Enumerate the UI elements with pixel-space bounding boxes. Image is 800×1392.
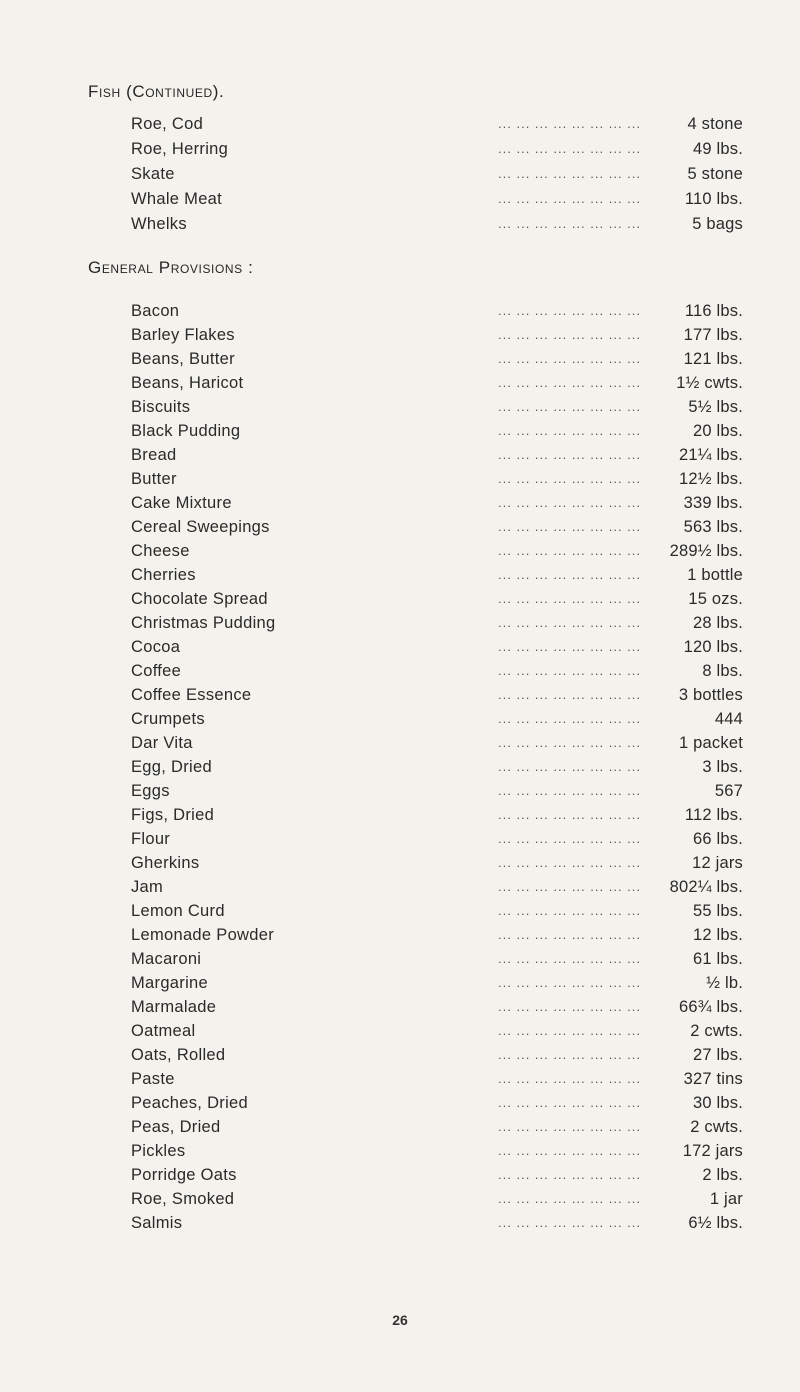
leader-dots: ... ... ... ... ... ... ... ... xyxy=(498,711,641,726)
item-quantity: 116 lbs. xyxy=(684,302,743,320)
item-name: Cake Mixture xyxy=(131,494,232,512)
leader-dots: ... ... ... ... ... ... ... ... xyxy=(498,855,641,870)
item-quantity: 1 jar xyxy=(709,1190,743,1208)
item-quantity: 49 lbs. xyxy=(692,140,743,158)
item-name: Gherkins xyxy=(131,854,200,872)
leader-dots: ... ... ... ... ... ... ... ... xyxy=(498,1191,641,1206)
item-name: Skate xyxy=(131,165,175,183)
item-quantity: 120 lbs. xyxy=(683,638,743,656)
list-item xyxy=(131,924,771,946)
leader-dots: ... ... ... ... ... ... ... ... xyxy=(498,471,641,486)
item-name: Eggs xyxy=(131,782,170,800)
list-item xyxy=(131,468,771,490)
leader-dots: ... ... ... ... ... ... ... ... xyxy=(498,879,641,894)
leader-dots: ... ... ... ... ... ... ... ... xyxy=(498,1167,641,1182)
list-item xyxy=(131,138,771,160)
list-item xyxy=(131,900,771,922)
leader-dots: ... ... ... ... ... ... ... ... xyxy=(498,927,641,942)
list-item xyxy=(131,732,771,754)
item-quantity: 2 cwts. xyxy=(690,1022,743,1040)
item-name: Pickles xyxy=(131,1142,186,1160)
list-item xyxy=(131,1164,771,1186)
list-item xyxy=(131,828,771,850)
leader-dots: ... ... ... ... ... ... ... ... xyxy=(498,447,641,462)
item-quantity: 28 lbs. xyxy=(692,614,743,632)
list-item xyxy=(131,996,771,1018)
item-quantity: 289½ lbs. xyxy=(669,542,743,560)
item-quantity: 12½ lbs. xyxy=(679,470,743,488)
leader-dots: ... ... ... ... ... ... ... ... xyxy=(498,423,641,438)
item-quantity: 5½ lbs. xyxy=(688,398,743,416)
list-item xyxy=(131,708,771,730)
leader-dots: ... ... ... ... ... ... ... ... xyxy=(498,495,641,510)
item-name: Coffee Essence xyxy=(131,686,252,704)
item-name: Chocolate Spread xyxy=(131,590,268,608)
leader-dots: ... ... ... ... ... ... ... ... xyxy=(498,831,641,846)
leader-dots: ... ... ... ... ... ... ... ... xyxy=(498,191,641,206)
item-quantity: 5 bags xyxy=(692,215,743,233)
list-item xyxy=(131,636,771,658)
item-name: Margarine xyxy=(131,974,208,992)
item-quantity: ½ lb. xyxy=(706,974,743,992)
leader-dots: ... ... ... ... ... ... ... ... xyxy=(498,141,641,156)
list-item xyxy=(131,348,771,370)
leader-dots: ... ... ... ... ... ... ... ... xyxy=(498,615,641,630)
leader-dots: ... ... ... ... ... ... ... ... xyxy=(498,1023,641,1038)
list-item xyxy=(131,852,771,874)
leader-dots: ... ... ... ... ... ... ... ... xyxy=(498,1215,641,1230)
list-item xyxy=(131,1020,771,1042)
item-name: Beans, Butter xyxy=(131,350,235,368)
leader-dots: ... ... ... ... ... ... ... ... xyxy=(498,783,641,798)
item-quantity: 2 lbs. xyxy=(702,1166,743,1184)
item-quantity: 802¼ lbs. xyxy=(669,878,743,896)
item-name: Jam xyxy=(131,878,164,896)
leader-dots: ... ... ... ... ... ... ... ... xyxy=(498,166,641,181)
section-heading-general-provisions: General Provisions : xyxy=(88,258,254,277)
leader-dots: ... ... ... ... ... ... ... ... xyxy=(498,116,641,131)
item-name: Dar Vita xyxy=(131,734,193,752)
list-item xyxy=(131,188,771,210)
list-item xyxy=(131,300,771,322)
item-quantity: 339 lbs. xyxy=(683,494,743,512)
item-quantity: 567 xyxy=(714,782,743,800)
item-name: Roe, Cod xyxy=(131,115,204,133)
item-name: Roe, Smoked xyxy=(131,1190,235,1208)
leader-dots: ... ... ... ... ... ... ... ... xyxy=(498,327,641,342)
list-item xyxy=(131,516,771,538)
list-item xyxy=(131,972,771,994)
item-name: Cherries xyxy=(131,566,196,584)
leader-dots: ... ... ... ... ... ... ... ... xyxy=(498,687,641,702)
list-item xyxy=(131,780,771,802)
item-quantity: 66 lbs. xyxy=(692,830,743,848)
item-name: Flour xyxy=(131,830,171,848)
section-heading-fish: Fish (Continued). xyxy=(88,82,225,101)
item-name: Bacon xyxy=(131,302,180,320)
item-name: Lemonade Powder xyxy=(131,926,275,944)
item-quantity: 21¼ lbs. xyxy=(679,446,743,464)
list-item xyxy=(131,372,771,394)
list-item xyxy=(131,588,771,610)
list-item xyxy=(131,684,771,706)
list-item xyxy=(131,113,771,135)
item-quantity: 8 lbs. xyxy=(702,662,743,680)
list-item xyxy=(131,1092,771,1114)
list-item xyxy=(131,612,771,634)
leader-dots: ... ... ... ... ... ... ... ... xyxy=(498,735,641,750)
item-name: Roe, Herring xyxy=(131,140,229,158)
item-name: Bread xyxy=(131,446,177,464)
item-quantity: 121 lbs. xyxy=(683,350,743,368)
item-quantity: 6½ lbs. xyxy=(688,1214,743,1232)
list-item xyxy=(131,1068,771,1090)
list-item xyxy=(131,1140,771,1162)
item-name: Crumpets xyxy=(131,710,205,728)
item-quantity: 1½ cwts. xyxy=(676,374,743,392)
list-item xyxy=(131,444,771,466)
leader-dots: ... ... ... ... ... ... ... ... xyxy=(498,375,641,390)
item-name: Whale Meat xyxy=(131,190,223,208)
list-item xyxy=(131,876,771,898)
list-item xyxy=(131,1212,771,1234)
item-quantity: 15 ozs. xyxy=(688,590,743,608)
leader-dots: ... ... ... ... ... ... ... ... xyxy=(498,303,641,318)
leader-dots: ... ... ... ... ... ... ... ... xyxy=(498,567,641,582)
list-item xyxy=(131,564,771,586)
item-quantity: 327 tins xyxy=(683,1070,743,1088)
item-quantity: 1 bottle xyxy=(687,566,743,584)
item-quantity: 12 jars xyxy=(692,854,743,872)
leader-dots: ... ... ... ... ... ... ... ... xyxy=(498,903,641,918)
item-quantity: 66¾ lbs. xyxy=(679,998,743,1016)
item-quantity: 12 lbs. xyxy=(692,926,743,944)
item-quantity: 172 jars xyxy=(682,1142,743,1160)
item-name: Cocoa xyxy=(131,638,181,656)
leader-dots: ... ... ... ... ... ... ... ... xyxy=(498,1071,641,1086)
leader-dots: ... ... ... ... ... ... ... ... xyxy=(498,1095,641,1110)
item-name: Beans, Haricot xyxy=(131,374,244,392)
item-quantity: 27 lbs. xyxy=(692,1046,743,1064)
item-quantity: 3 bottles xyxy=(678,686,743,704)
item-quantity: 20 lbs. xyxy=(692,422,743,440)
leader-dots: ... ... ... ... ... ... ... ... xyxy=(498,759,641,774)
item-name: Oatmeal xyxy=(131,1022,196,1040)
list-item xyxy=(131,396,771,418)
item-name: Porridge Oats xyxy=(131,1166,237,1184)
leader-dots: ... ... ... ... ... ... ... ... xyxy=(498,807,641,822)
leader-dots: ... ... ... ... ... ... ... ... xyxy=(498,999,641,1014)
item-quantity: 112 lbs. xyxy=(684,806,743,824)
item-quantity: 30 lbs. xyxy=(692,1094,743,1112)
list-item xyxy=(131,660,771,682)
item-quantity: 2 cwts. xyxy=(690,1118,743,1136)
leader-dots: ... ... ... ... ... ... ... ... xyxy=(498,519,641,534)
leader-dots: ... ... ... ... ... ... ... ... xyxy=(498,975,641,990)
item-name: Peas, Dried xyxy=(131,1118,221,1136)
item-name: Oats, Rolled xyxy=(131,1046,226,1064)
item-name: Marmalade xyxy=(131,998,217,1016)
leader-dots: ... ... ... ... ... ... ... ... xyxy=(498,639,641,654)
list-item xyxy=(131,540,771,562)
list-item xyxy=(131,324,771,346)
leader-dots: ... ... ... ... ... ... ... ... xyxy=(498,1119,641,1134)
leader-dots: ... ... ... ... ... ... ... ... xyxy=(498,543,641,558)
item-name: Egg, Dried xyxy=(131,758,212,776)
list-item xyxy=(131,1188,771,1210)
list-item xyxy=(131,1044,771,1066)
item-quantity: 1 packet xyxy=(679,734,743,752)
leader-dots: ... ... ... ... ... ... ... ... xyxy=(498,351,641,366)
item-quantity: 444 xyxy=(714,710,743,728)
leader-dots: ... ... ... ... ... ... ... ... xyxy=(498,216,641,231)
list-item xyxy=(131,804,771,826)
list-item xyxy=(131,213,771,235)
item-name: Barley Flakes xyxy=(131,326,235,344)
item-name: Biscuits xyxy=(131,398,191,416)
item-name: Paste xyxy=(131,1070,175,1088)
page-number: 26 xyxy=(392,1312,408,1328)
item-name: Salmis xyxy=(131,1214,183,1232)
leader-dots: ... ... ... ... ... ... ... ... xyxy=(498,1143,641,1158)
item-quantity: 61 lbs. xyxy=(692,950,743,968)
item-quantity: 177 lbs. xyxy=(683,326,743,344)
leader-dots: ... ... ... ... ... ... ... ... xyxy=(498,591,641,606)
item-name: Cheese xyxy=(131,542,190,560)
item-quantity: 3 lbs. xyxy=(702,758,743,776)
item-name: Macaroni xyxy=(131,950,202,968)
item-quantity: 4 stone xyxy=(687,115,743,133)
list-item xyxy=(131,948,771,970)
list-item xyxy=(131,420,771,442)
item-quantity: 110 lbs. xyxy=(684,190,743,208)
item-name: Butter xyxy=(131,470,177,488)
item-name: Cereal Sweepings xyxy=(131,518,270,536)
list-item xyxy=(131,756,771,778)
leader-dots: ... ... ... ... ... ... ... ... xyxy=(498,1047,641,1062)
leader-dots: ... ... ... ... ... ... ... ... xyxy=(498,663,641,678)
list-item xyxy=(131,163,771,185)
item-name: Peaches, Dried xyxy=(131,1094,249,1112)
item-name: Black Pudding xyxy=(131,422,241,440)
item-name: Figs, Dried xyxy=(131,806,215,824)
leader-dots: ... ... ... ... ... ... ... ... xyxy=(498,399,641,414)
item-name: Whelks xyxy=(131,215,187,233)
item-name: Lemon Curd xyxy=(131,902,225,920)
item-quantity: 5 stone xyxy=(687,165,743,183)
list-item xyxy=(131,1116,771,1138)
item-quantity: 55 lbs. xyxy=(692,902,743,920)
item-name: Christmas Pudding xyxy=(131,614,276,632)
item-name: Coffee xyxy=(131,662,182,680)
item-quantity: 563 lbs. xyxy=(683,518,743,536)
leader-dots: ... ... ... ... ... ... ... ... xyxy=(498,951,641,966)
list-item xyxy=(131,492,771,514)
